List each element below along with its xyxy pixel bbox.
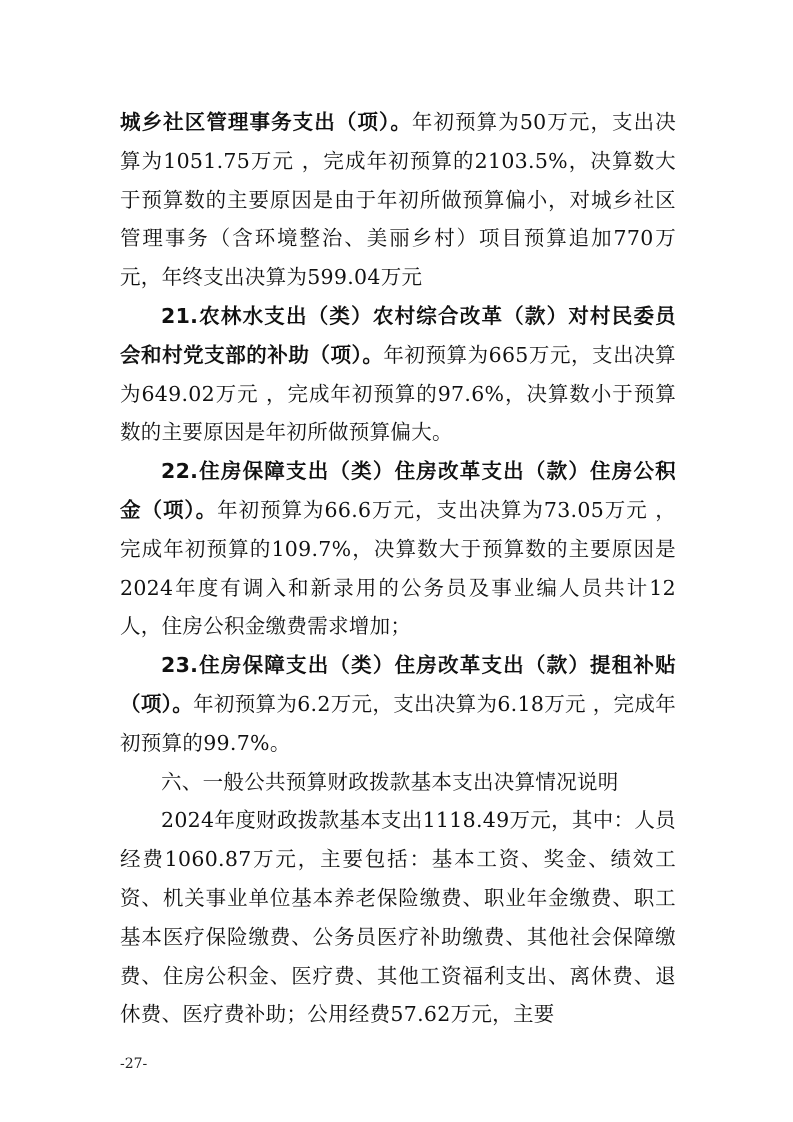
paragraph-item-21: [120, 297, 676, 452]
paragraph-text: 年初预算为665万元，支出决算为649.02万元 ，完成年初预算的97.6%，决算数小于预算数的主要原因是年初所做预算偏大。: [120, 342, 676, 445]
paragraph-text: 年初预算为50万元，支出决算为1051.75万元 ，完成年初预算的2103.5%，决算数大于预算数的主要原因是由于年初所做预算偏小，对城乡社区管理事务（含环境整治、美丽乡村）项目预算追加770万元，年终支出决算为599.04万元: [120, 110, 676, 290]
paragraph-heading: 21.农林水支出（类）农村综合改革（款）对村民委员会和村党支部的补助（项）。: [120, 303, 676, 367]
paragraph-text: 年初预算为66.6万元，支出决算为73.05万元 ，完成年初预算的109.7%，决算数大于预算数的主要原因是2024年度有调入和新录用的公务员及事业编人员共计12人，住房公积金缴费需求增加；: [120, 497, 676, 639]
paragraph-heading: 23.住房保障支出（类）住房改革支出（款）提租补贴（项）。: [120, 653, 676, 716]
paragraph-item-23: [120, 646, 676, 762]
paragraph-heading: 22.住房保障支出（类）住房改革支出（款）住房公积金（项）。: [120, 459, 676, 522]
section-body: 2024年度财政拨款基本支出1118.49万元，其中：人员经费1060.87万元，主要包括：基本工资、奖金、绩效工资、机关事业单位基本养老保险缴费、职业年金缴费、职工基本医疗保险缴费、公务员医疗补助缴费、其他社会保障缴费、住房公积金、医疗费、其他工资福利支出、离休费、退休费、医疗费补助；公用经费57.62万元，主要: [120, 808, 676, 1027]
page-number: -27-: [120, 1056, 148, 1072]
document-body: [120, 103, 676, 1034]
paragraph-item-22: [120, 452, 676, 646]
section-title: 六、一般公共预算财政拨款基本支出决算情况说明: [161, 769, 619, 794]
paragraph-text: 年初预算为6.2万元，支出决算为6.18万元 ，完成年初预算的99.7%。: [120, 691, 676, 755]
paragraph-heading: 城乡社区管理事务支出（项）。: [120, 110, 412, 134]
paragraph-urban-community-affairs: [120, 103, 676, 297]
